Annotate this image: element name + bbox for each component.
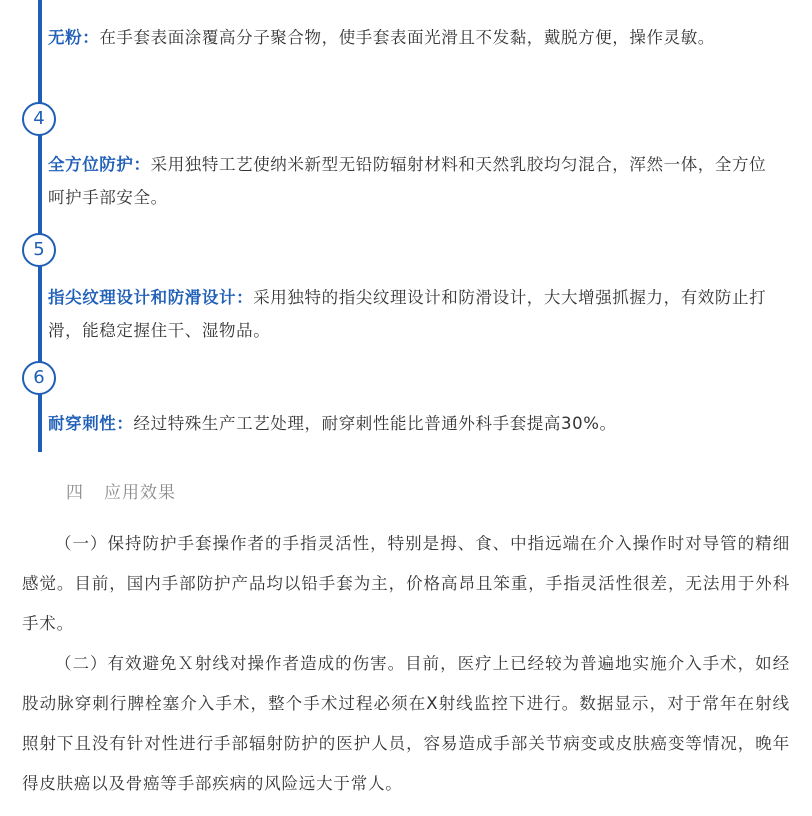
paragraph-1: （一）保持防护手套操作者的手指灵活性，特别是拇、食、中指远端在介入操作时对导管的精细感觉。目前，国内手部防护产品均以铅手套为主，价格高昂且笨重，手指灵活性很差，无法用于外科手术。 bbox=[22, 534, 790, 633]
feature-term: 无粉： bbox=[48, 28, 100, 47]
feature-text: 采用独特工艺使纳米新型无铅防辐射材料和天然乳胶均匀混合，浑然一体，全方位呵护手部安全。 bbox=[48, 155, 767, 207]
feature-item-full-protection bbox=[48, 148, 768, 214]
section-number: 四 bbox=[66, 483, 84, 503]
feature-term: 全方位防护： bbox=[48, 155, 151, 174]
feature-item-puncture-resistance bbox=[48, 407, 768, 440]
feature-item-powder-free bbox=[48, 21, 768, 54]
step-number-5: 5 bbox=[22, 233, 56, 267]
paragraph-2: （二）有效避免Ｘ射线对操作者造成的伤害。目前，医疗上已经较为普遍地实施介入手术，如经股动脉穿刺行脾栓塞介入手术，整个手术过程必须在X射线监控下进行。数据显示，对于常年在射线照射下且没有针对性进行手部辐射防护的医护人员，容易造成手部关节病变或皮肤癌变等情况，晚年得皮肤癌以及骨癌等手部疾病的风险远大于常人。 bbox=[22, 654, 790, 793]
section-title: 应用效果 bbox=[104, 483, 176, 503]
feature-item-anti-slip bbox=[48, 281, 768, 347]
step-number-4: 4 bbox=[22, 102, 56, 136]
feature-text: 采用独特的指尖纹理设计和防滑设计，大大增强抓握力，有效防止打滑，能稳定握住干、湿物品。 bbox=[48, 288, 767, 340]
feature-text: 经过特殊生产工艺处理，耐穿刺性能比普通外科手套提高30%。 bbox=[133, 414, 617, 433]
feature-text: 在手套表面涂覆高分子聚合物，使手套表面光滑且不发黏，戴脱方便，操作灵敏。 bbox=[99, 28, 715, 47]
feature-term: 指尖纹理设计和防滑设计： bbox=[48, 288, 254, 307]
section-heading bbox=[66, 478, 176, 503]
step-number-6: 6 bbox=[22, 361, 56, 395]
feature-term: 耐穿刺性： bbox=[48, 414, 134, 433]
